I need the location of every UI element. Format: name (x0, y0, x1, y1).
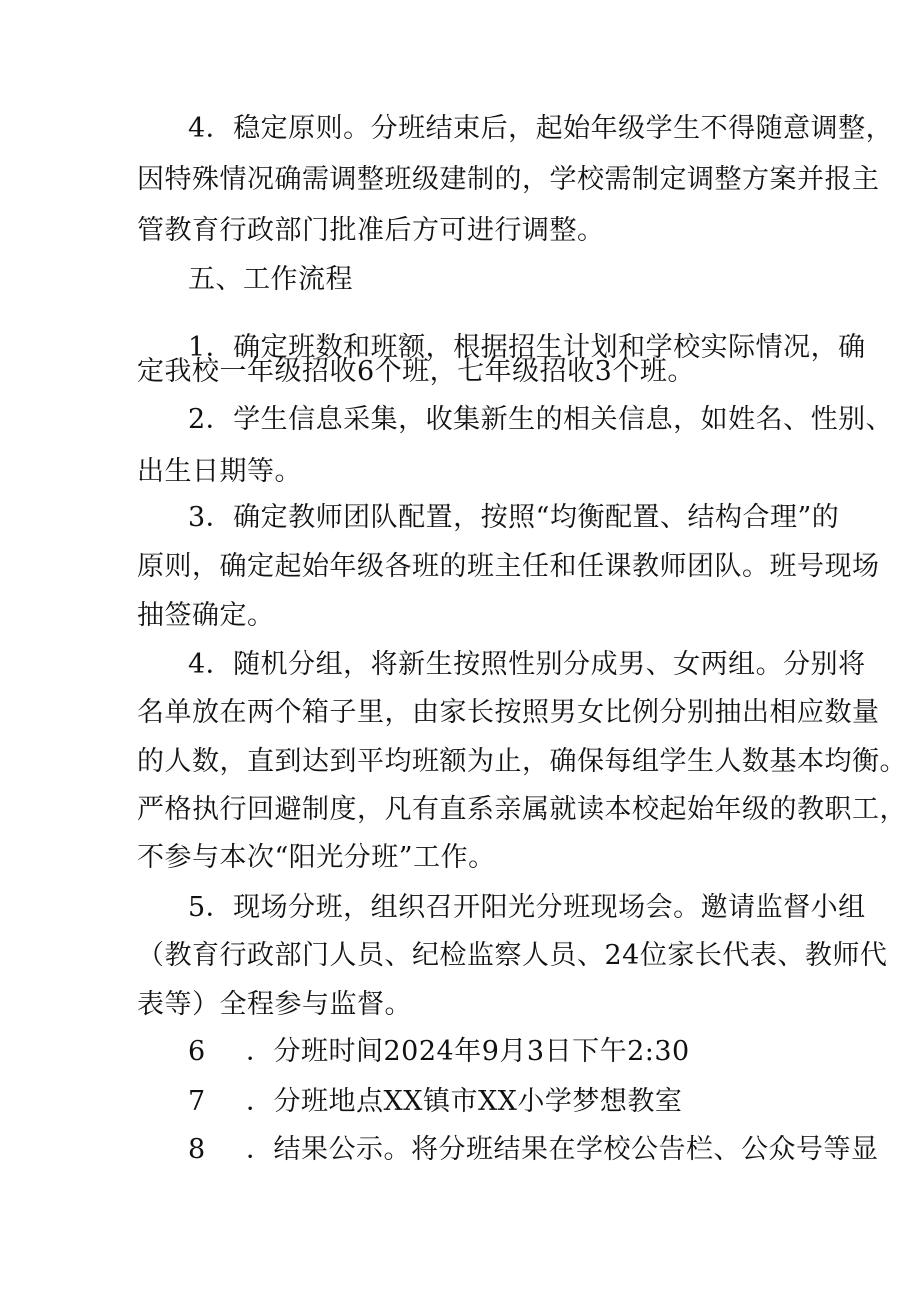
list-item-number: 8 (188, 1134, 206, 1165)
paragraph-line: 名单放在两个箱子里，由家长按照男女比例分别抽出相应数量 (137, 697, 880, 728)
paragraph-line: 的人数，直到达到平均班额为止，确保每组学生人数基本均衡。 (137, 746, 907, 777)
list-item-number: 7 (188, 1086, 206, 1117)
paragraph-line: （教育行政部门人员、纪检监察人员、24位家长代表、教师代 (137, 940, 888, 971)
list-item (0, 1080, 920, 1124)
section-heading: 五、工作流程 (188, 264, 353, 295)
paragraph-line: 4．稳定原则。分班结束后，起始年级学生不得随意调整， (188, 113, 894, 144)
paragraph-line: 3．确定教师团队配置，按照“均衡配置、结构合理”的 (188, 502, 840, 533)
paragraph-line: 因特殊情况确需调整班级建制的，学校需制定调整方案并报主 (137, 164, 880, 195)
list-item (0, 1030, 920, 1074)
paragraph-line: 1．确定班数和班额，根据招生计划和学校实际情况，确 (188, 332, 866, 363)
paragraph-line: 管教育行政部门批准后方可进行调整。 (137, 215, 605, 246)
paragraph-line: 不参与本次“阳光分班”工作。 (137, 842, 496, 873)
list-item-text: ．分班地点XX镇市XX小学梦想教室 (246, 1086, 683, 1117)
paragraph-line: 表等）全程参与监督。 (137, 989, 412, 1020)
paragraph-line: 严格执行回避制度，凡有直系亲属就读本校起始年级的教职工， (137, 794, 907, 825)
paragraph-line: 出生日期等。 (137, 456, 302, 487)
list-item (0, 1128, 920, 1172)
list-item-number: 6 (188, 1036, 206, 1067)
list-item-text: ．结果公示。将分班结果在学校公告栏、公众号等显 (246, 1134, 879, 1165)
paragraph-line: 4．随机分组，将新生按照性别分成男、女两组。分别将 (188, 649, 866, 680)
paragraph-line: 定我校一年级招收6个班，七年级招收3个班。 (137, 356, 695, 387)
paragraph-line: 2．学生信息采集，收集新生的相关信息，如姓名、性别、 (188, 404, 894, 435)
list-item-text: ．分班时间2024年9月3日下午2:30 (246, 1036, 690, 1067)
paragraph-line: 原则，确定起始年级各班的班主任和任课教师团队。班号现场 (137, 551, 880, 582)
paragraph-line: 抽签确定。 (137, 600, 275, 631)
paragraph-line: 5．现场分班，组织召开阳光分班现场会。邀请监督小组 (188, 892, 866, 923)
